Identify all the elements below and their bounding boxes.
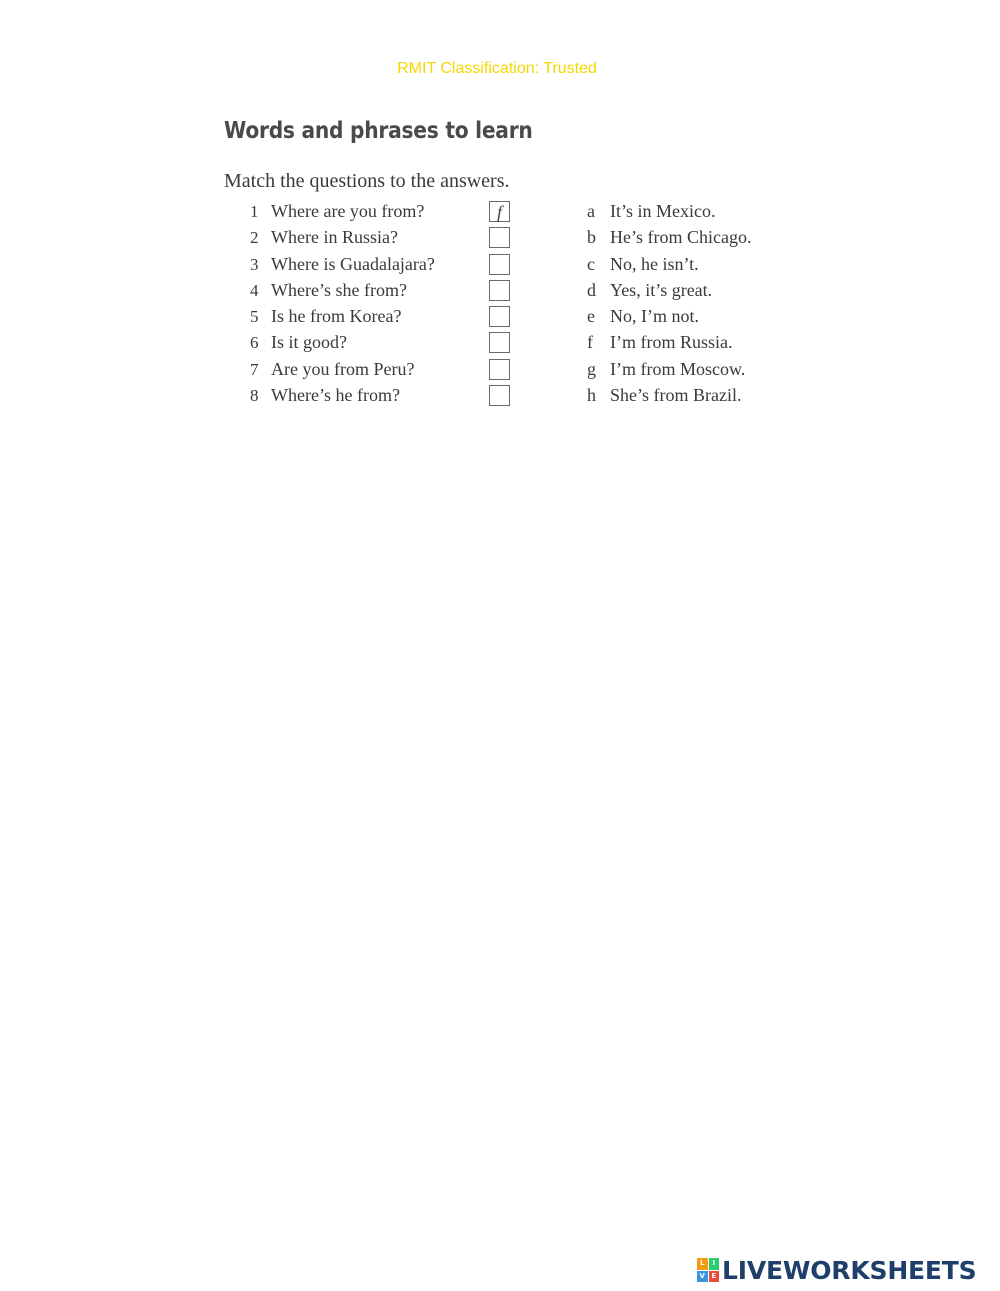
question-text: Where is Guadalajara? <box>271 253 435 274</box>
answer-input-box[interactable]: f <box>489 201 510 222</box>
answer-item <box>584 200 814 226</box>
liveworksheets-logo <box>697 1255 976 1285</box>
question-item <box>244 384 524 410</box>
question-text: Where’s he from? <box>271 385 400 406</box>
question-number: 4 <box>250 280 259 300</box>
question-item <box>244 331 524 357</box>
answer-list <box>584 200 814 410</box>
question-number: 2 <box>250 228 259 248</box>
question-item <box>244 305 524 331</box>
logo-cube-icon <box>697 1258 719 1282</box>
question-number: 7 <box>250 359 259 379</box>
logo-cube-letter: L <box>697 1258 708 1270</box>
answer-letter: h <box>587 385 596 406</box>
question-number: 6 <box>250 333 259 353</box>
question-item <box>244 226 524 252</box>
answer-letter: g <box>587 358 596 379</box>
answer-text: I’m from Russia. <box>610 332 733 353</box>
logo-wordmark: LIVEWORKSHEETS <box>722 1255 977 1285</box>
answer-item <box>584 226 814 252</box>
answer-text: No, he isn’t. <box>610 253 699 274</box>
logo-cube-letter: I <box>709 1258 720 1270</box>
answer-letter: e <box>587 306 595 327</box>
answer-text: It’s in Mexico. <box>610 201 716 221</box>
answer-item <box>584 305 814 331</box>
question-number: 3 <box>250 254 259 274</box>
logo-cube-letter: E <box>709 1271 720 1283</box>
question-number: 5 <box>250 307 259 327</box>
answer-letter: f <box>587 332 593 353</box>
answer-item <box>584 384 814 410</box>
answer-input-box[interactable] <box>489 332 510 353</box>
answer-text: She’s from Brazil. <box>610 385 742 406</box>
question-item <box>244 358 524 384</box>
answer-input-box[interactable] <box>489 385 510 406</box>
answer-input-box[interactable] <box>489 306 510 327</box>
answer-text: He’s from Chicago. <box>610 227 752 248</box>
answer-input-box[interactable] <box>489 359 510 380</box>
answer-letter: d <box>587 279 596 300</box>
question-item <box>244 253 524 279</box>
question-text: Is it good? <box>271 332 347 353</box>
answer-item <box>584 253 814 279</box>
classification-label: RMIT Classification: Trusted <box>397 60 597 77</box>
question-list <box>244 200 524 410</box>
question-text: Is he from Korea? <box>271 306 402 327</box>
answer-text: Yes, it’s great. <box>610 279 713 300</box>
answer-input-box[interactable] <box>489 227 510 248</box>
logo-cube-letter: V <box>697 1271 708 1283</box>
worksheet-title: Words and phrases to learn <box>224 118 533 144</box>
answer-item <box>584 331 814 357</box>
question-text: Where in Russia? <box>271 227 398 248</box>
answer-item <box>584 358 814 384</box>
question-item <box>244 200 524 226</box>
answer-letter: c <box>587 253 595 274</box>
worksheet-instruction: Match the questions to the answers. <box>224 170 510 192</box>
question-text: Are you from Peru? <box>271 358 415 379</box>
answer-input-box[interactable] <box>489 280 510 301</box>
question-number: 1 <box>250 202 259 221</box>
answer-letter: a <box>587 201 595 221</box>
question-item <box>244 279 524 305</box>
answer-item <box>584 279 814 305</box>
question-text: Where’s she from? <box>271 279 407 300</box>
answer-text: No, I’m not. <box>610 306 699 327</box>
question-text: Where are you from? <box>271 201 425 221</box>
answer-letter: b <box>587 227 596 248</box>
answer-input-box[interactable] <box>489 254 510 275</box>
question-number: 8 <box>250 386 259 406</box>
answer-text: I’m from Moscow. <box>610 358 746 379</box>
